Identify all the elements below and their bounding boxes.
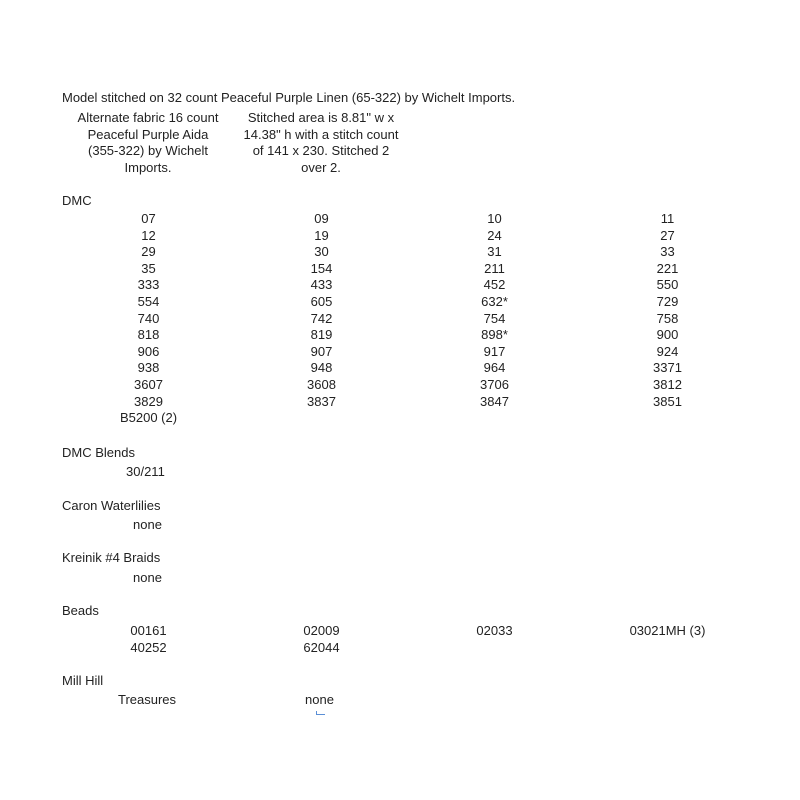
dmc-code: 3812 — [653, 376, 682, 392]
bead-row — [62, 623, 762, 640]
dmc-row — [62, 344, 762, 361]
dmc-row — [62, 261, 762, 278]
dmc-row — [62, 311, 762, 328]
caron-value: none — [133, 517, 162, 532]
mill-hill-heading: Mill Hill — [62, 673, 104, 688]
beads-heading: Beads — [62, 603, 99, 618]
dmc-code: 10 — [487, 211, 502, 226]
dmc-code: 154 — [310, 260, 333, 276]
alternate-fabric-line: (355-322) by Wichelt — [88, 143, 208, 159]
dmc-code — [235, 410, 408, 427]
dmc-code: B5200 (2) — [119, 410, 178, 426]
dmc-code: 938 — [137, 360, 160, 376]
dmc-code: 3851 — [653, 393, 682, 409]
dmc-code: 211 — [484, 260, 505, 276]
dmc-code: 11 — [660, 211, 675, 226]
dmc-code: 221 — [656, 260, 679, 276]
stitched-area-line: over 2. — [301, 159, 341, 175]
dmc-code: 898* — [481, 327, 508, 343]
dmc-code: 3847 — [480, 393, 509, 409]
dmc-code: 09 — [314, 211, 329, 226]
dmc-code: 605 — [310, 293, 333, 309]
dmc-row — [62, 410, 762, 427]
dmc-code: 35 — [141, 260, 156, 276]
dmc-code: 729 — [656, 293, 679, 309]
dmc-code: 12 — [141, 227, 156, 243]
dmc-code: 3371 — [653, 360, 682, 376]
bead-code: 02009 — [303, 623, 340, 638]
mill-hill-label: Treasures — [118, 692, 177, 707]
dmc-row — [62, 377, 762, 394]
dmc-row — [62, 228, 762, 245]
dmc-code: 917 — [483, 343, 506, 359]
dmc-code: 632* — [481, 293, 508, 309]
dmc-code: 24 — [487, 227, 502, 243]
dmc-code: 906 — [137, 343, 160, 359]
alternate-fabric-note — [68, 110, 228, 176]
dmc-row — [62, 244, 762, 261]
stitched-area-line: Stitched area is 8.81" w x — [247, 110, 395, 125]
bead-code: 02033 — [476, 623, 513, 638]
dmc-code: 3706 — [480, 376, 509, 392]
cursor-mark — [316, 711, 325, 715]
stitched-area-line: of 141 x 230. Stitched 2 — [252, 143, 390, 159]
dmc-row — [62, 327, 762, 344]
dmc-code: 452 — [483, 277, 506, 293]
dmc-row — [62, 360, 762, 377]
dmc-code: 900 — [656, 327, 679, 343]
dmc-code — [408, 410, 581, 427]
dmc-row — [62, 394, 762, 411]
dmc-code: 740 — [137, 310, 160, 326]
alternate-fabric-line: Alternate fabric 16 count — [77, 110, 219, 125]
stitched-area-line: 14.38" h with a stitch count — [243, 126, 399, 142]
dmc-blends-heading: DMC Blends — [62, 445, 135, 460]
dmc-code — [581, 410, 754, 427]
dmc-code: 3837 — [307, 393, 336, 409]
dmc-code: 433 — [310, 277, 333, 293]
dmc-grid — [62, 211, 762, 427]
dmc-code: 31 — [487, 244, 502, 260]
mill-hill-value: none — [305, 692, 334, 707]
alternate-fabric-line: Imports. — [124, 159, 172, 175]
dmc-code: 554 — [137, 293, 160, 309]
dmc-code: 550 — [656, 277, 679, 293]
dmc-blends-value: 30/211 — [126, 464, 165, 479]
alternate-fabric-line: Peaceful Purple Aida — [87, 126, 209, 142]
bead-code: 00161 — [130, 623, 167, 638]
beads-grid — [62, 623, 762, 656]
bead-code: 03021MH (3) — [629, 623, 706, 638]
caron-heading: Caron Waterlilies — [62, 498, 161, 513]
bead-row — [62, 640, 762, 657]
bead-code — [581, 640, 754, 657]
dmc-code: 924 — [656, 343, 679, 359]
dmc-code: 758 — [656, 310, 679, 326]
dmc-row — [62, 294, 762, 311]
dmc-code: 29 — [141, 244, 156, 260]
stitched-area-note — [236, 110, 406, 176]
bead-code: 40252 — [130, 639, 167, 655]
dmc-row — [62, 211, 762, 228]
dmc-code: 333 — [137, 277, 160, 293]
dmc-heading: DMC — [62, 193, 92, 208]
dmc-code: 907 — [310, 343, 333, 359]
dmc-code: 3608 — [307, 376, 336, 392]
dmc-code: 819 — [310, 327, 333, 343]
dmc-code: 742 — [310, 310, 333, 326]
dmc-code: 30 — [314, 244, 329, 260]
intro-text: Model stitched on 32 count Peaceful Purple Linen (65-322) by Wichelt Imports. — [62, 90, 516, 105]
kreinik-heading: Kreinik #4 Braids — [62, 550, 161, 565]
bead-code: 62044 — [303, 639, 340, 655]
dmc-code: 33 — [660, 244, 675, 260]
bead-code — [408, 640, 581, 657]
dmc-code: 19 — [314, 227, 329, 243]
dmc-code: 3829 — [134, 393, 163, 409]
dmc-code: 07 — [141, 211, 156, 226]
dmc-code: 818 — [137, 327, 160, 343]
kreinik-value: none — [133, 570, 162, 585]
dmc-code: 754 — [483, 310, 506, 326]
dmc-code: 3607 — [134, 376, 163, 392]
dmc-code: 27 — [660, 227, 675, 243]
dmc-code: 948 — [310, 360, 333, 376]
dmc-code: 964 — [483, 360, 506, 376]
dmc-row — [62, 277, 762, 294]
